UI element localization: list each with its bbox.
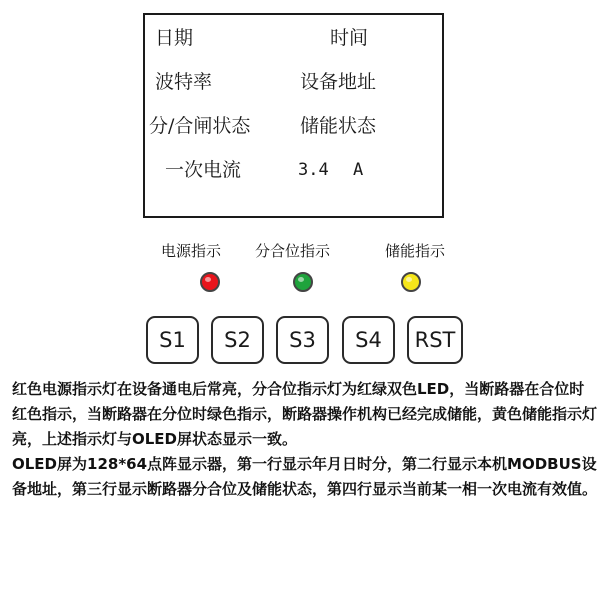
- rst-button[interactable]: RST: [407, 316, 463, 364]
- s3-button[interactable]: S3: [276, 316, 329, 364]
- date-label: 日期: [155, 27, 194, 49]
- description-text: [12, 377, 597, 502]
- s2-button[interactable]: S2: [211, 316, 264, 364]
- power-led-icon: [200, 272, 220, 292]
- current-label: 一次电流: [165, 159, 242, 181]
- storage-led-icon: [401, 272, 421, 292]
- s4-button[interactable]: S4: [342, 316, 395, 364]
- switch-status-label: 分/合闸状态: [149, 115, 251, 137]
- switch-led-icon: [293, 272, 313, 292]
- time-label: 时间: [330, 27, 369, 49]
- description-paragraph-1: 红色电源指示灯在设备通电后常亮，分合位指示灯为红绿双色LED，当断路器在合位时红色指示，当断路器在分位时绿色指示，断路器操作机构已经完成储能，黄色储能指示灯亮，上述指示灯与OLED屏状态显示一致。: [12, 380, 598, 448]
- oled-display-panel: [143, 13, 444, 218]
- storage-indicator-label: 储能指示: [385, 242, 446, 260]
- current-value: 3.4: [298, 160, 329, 180]
- baud-rate-label: 波特率: [155, 71, 213, 93]
- s1-button[interactable]: S1: [146, 316, 199, 364]
- current-unit: A: [353, 160, 364, 180]
- device-address-label: 设备地址: [300, 71, 377, 93]
- switch-indicator-label: 分合位指示: [255, 242, 331, 260]
- power-indicator-label: 电源指示: [161, 242, 222, 260]
- description-paragraph-2: OLED屏为128*64点阵显示器，第一行显示年月日时分，第二行显示本机MODBUS设备地址，第三行显示断路器分合位及储能状态，第四行显示当前某一相一次电流有效值。: [12, 455, 598, 498]
- storage-status-label: 储能状态: [300, 115, 377, 137]
